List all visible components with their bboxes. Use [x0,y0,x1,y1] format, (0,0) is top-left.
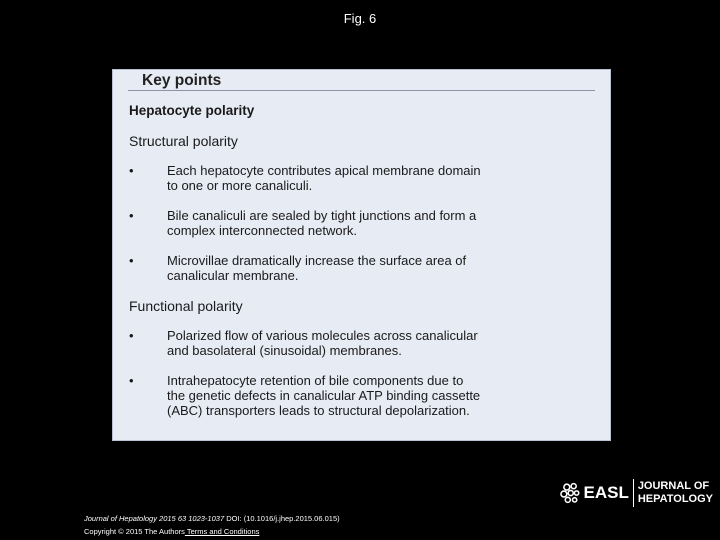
bullet-symbol: • [129,328,134,343]
logo-divider [633,479,634,507]
bullet-line: Microvillae dramatically increase the surface area of [167,253,467,268]
bullet-line: to one or more canaliculi. [167,178,313,193]
key-points-panel [112,69,611,441]
bullet-text [167,373,597,418]
bullet-line: the genetic defects in canalicular ATP binding cassette [167,388,481,403]
bullet-text [167,328,597,358]
easl-emblem-icon [559,481,580,505]
bullet-symbol: • [129,253,134,268]
figure-title: Fig. 6 [343,11,377,26]
copyright-line [84,527,259,536]
logo-org: EASL [583,483,629,502]
bullet-line: Each hepatocyte contributes apical membrane domain [167,163,481,178]
citation [84,514,340,523]
title-divider [128,90,595,91]
bullet-symbol: • [129,208,134,223]
bullet-line: and basolateral (sinusoidal) membranes. [167,343,402,358]
bullet-line: complex interconnected network. [167,223,358,238]
bullet-symbol: • [129,163,134,178]
group-heading-structural: Structural polarity [129,133,238,149]
citation-doi: DOI: (10.1016/j.jhep.2015.06.015) [226,514,340,523]
logo-journal-name [638,480,713,506]
bullet-text [167,208,597,238]
group-heading-functional: Functional polarity [129,298,243,314]
bullet-line: canalicular membrane. [167,268,299,283]
copyright-text: Copyright © 2015 The Authors [84,527,185,536]
bullet-line: Intrahepatocyte retention of bile components due to [167,373,464,388]
bullet-line: (ABC) transporters leads to structural depolarization. [167,403,470,418]
easl-journal-logo [559,474,713,512]
bullet-line: Bile canaliculi are sealed by tight junctions and form a [167,208,477,223]
bullet-line: Polarized flow of various molecules across canalicular [167,328,478,343]
terms-link[interactable]: Terms and Conditions [184,527,260,536]
section-heading: Hepatocyte polarity [129,103,255,118]
bullet-text [167,253,597,283]
citation-journal: Journal of Hepatology 2015 63 1023-1037 [84,514,225,523]
panel-title: Key points [142,72,222,89]
logo-journal-line: HEPATOLOGY [637,493,713,505]
bullet-text [167,163,597,193]
bullet-symbol: • [129,373,134,388]
logo-journal-line: JOURNAL OF [637,480,710,492]
